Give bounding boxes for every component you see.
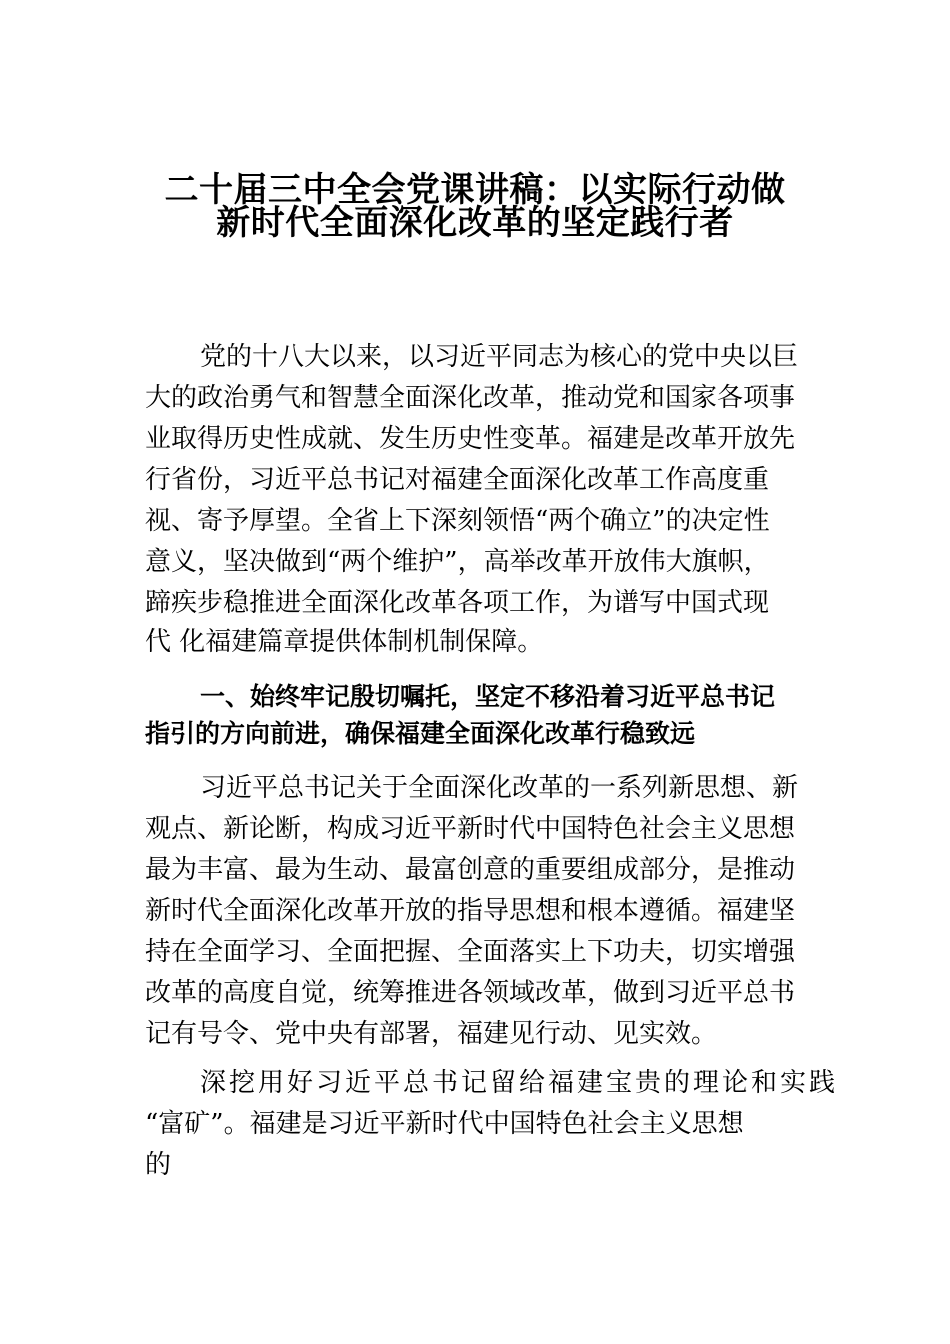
paragraph-2-line-5: 持在全面学习、全面把握、全面落实上下功夫，切实增强 (145, 937, 796, 967)
paragraph-1-line-4: 行省份，习近平总书记对福建全面深化改革工作高度重 (145, 465, 770, 495)
paragraph-2-line-6: 改革的高度自觉，统筹推进各领域改革，做到习近平总书 (145, 978, 796, 1008)
paragraph-1-line-1: 党的十八大以来，以习近平同志为核心的党中央以巨 (200, 342, 799, 372)
section-1-heading-line-1: 一、始终牢记殷切嘱托，坚定不移沿着习近平总书记 (200, 682, 776, 711)
paragraph-3-line-2: “富矿”。福建是习近平新时代中国特色社会主义思想 (145, 1109, 744, 1139)
paragraph-3-line-3: 的 (145, 1150, 172, 1180)
paragraph-1-line-6: 意义，坚决做到“两个维护”，高举改革开放伟大旗帜， (145, 547, 770, 577)
paragraph-1-line-5: 视、寄予厚望。全省上下深刻领悟“两个确立”的决定性 (145, 506, 770, 536)
paragraph-1-line-3: 业取得历史性成就、发生历史性变革。福建是改革开放先 (145, 424, 796, 454)
paragraph-2-line-1: 习近平总书记关于全面深化改革的一系列新思想、新 (200, 773, 799, 803)
paragraph-2-line-4: 新时代全面深化改革开放的指导思想和根本遵循。福建坚 (145, 896, 796, 926)
paragraph-1-line-8: 代 化福建篇章提供体制机制保障。 (145, 627, 544, 657)
section-1-heading-line-2: 指引的方向前进，确保福建全面深化改革行稳致远 (145, 719, 696, 748)
document-title-line-2: 新时代全面深化改革的坚定践行者 (216, 203, 734, 243)
paragraph-2-line-7: 记有号令、党中央有部署，福建见行动、见实效。 (145, 1019, 718, 1049)
paragraph-1-line-2: 大的政治勇气和智慧全面深化改革，推动党和国家各项事 (145, 383, 796, 413)
paragraph-1-line-7: 蹄疾步稳推进全面深化改革各项工作，为谱写中国式现 (145, 588, 770, 618)
paragraph-2-line-3: 最为丰富、最为生动、最富创意的重要组成部分，是推动 (145, 855, 796, 885)
paragraph-3-line-1: 深挖用好习近平总书记留给福建宝贵的理论和实践 (200, 1068, 839, 1098)
document-title-line-1: 二十届三中全会党课讲稿：以实际行动做 (164, 170, 786, 210)
paragraph-2-line-2: 观点、新论断，构成习近平新时代中国特色社会主义思想 (145, 814, 796, 844)
